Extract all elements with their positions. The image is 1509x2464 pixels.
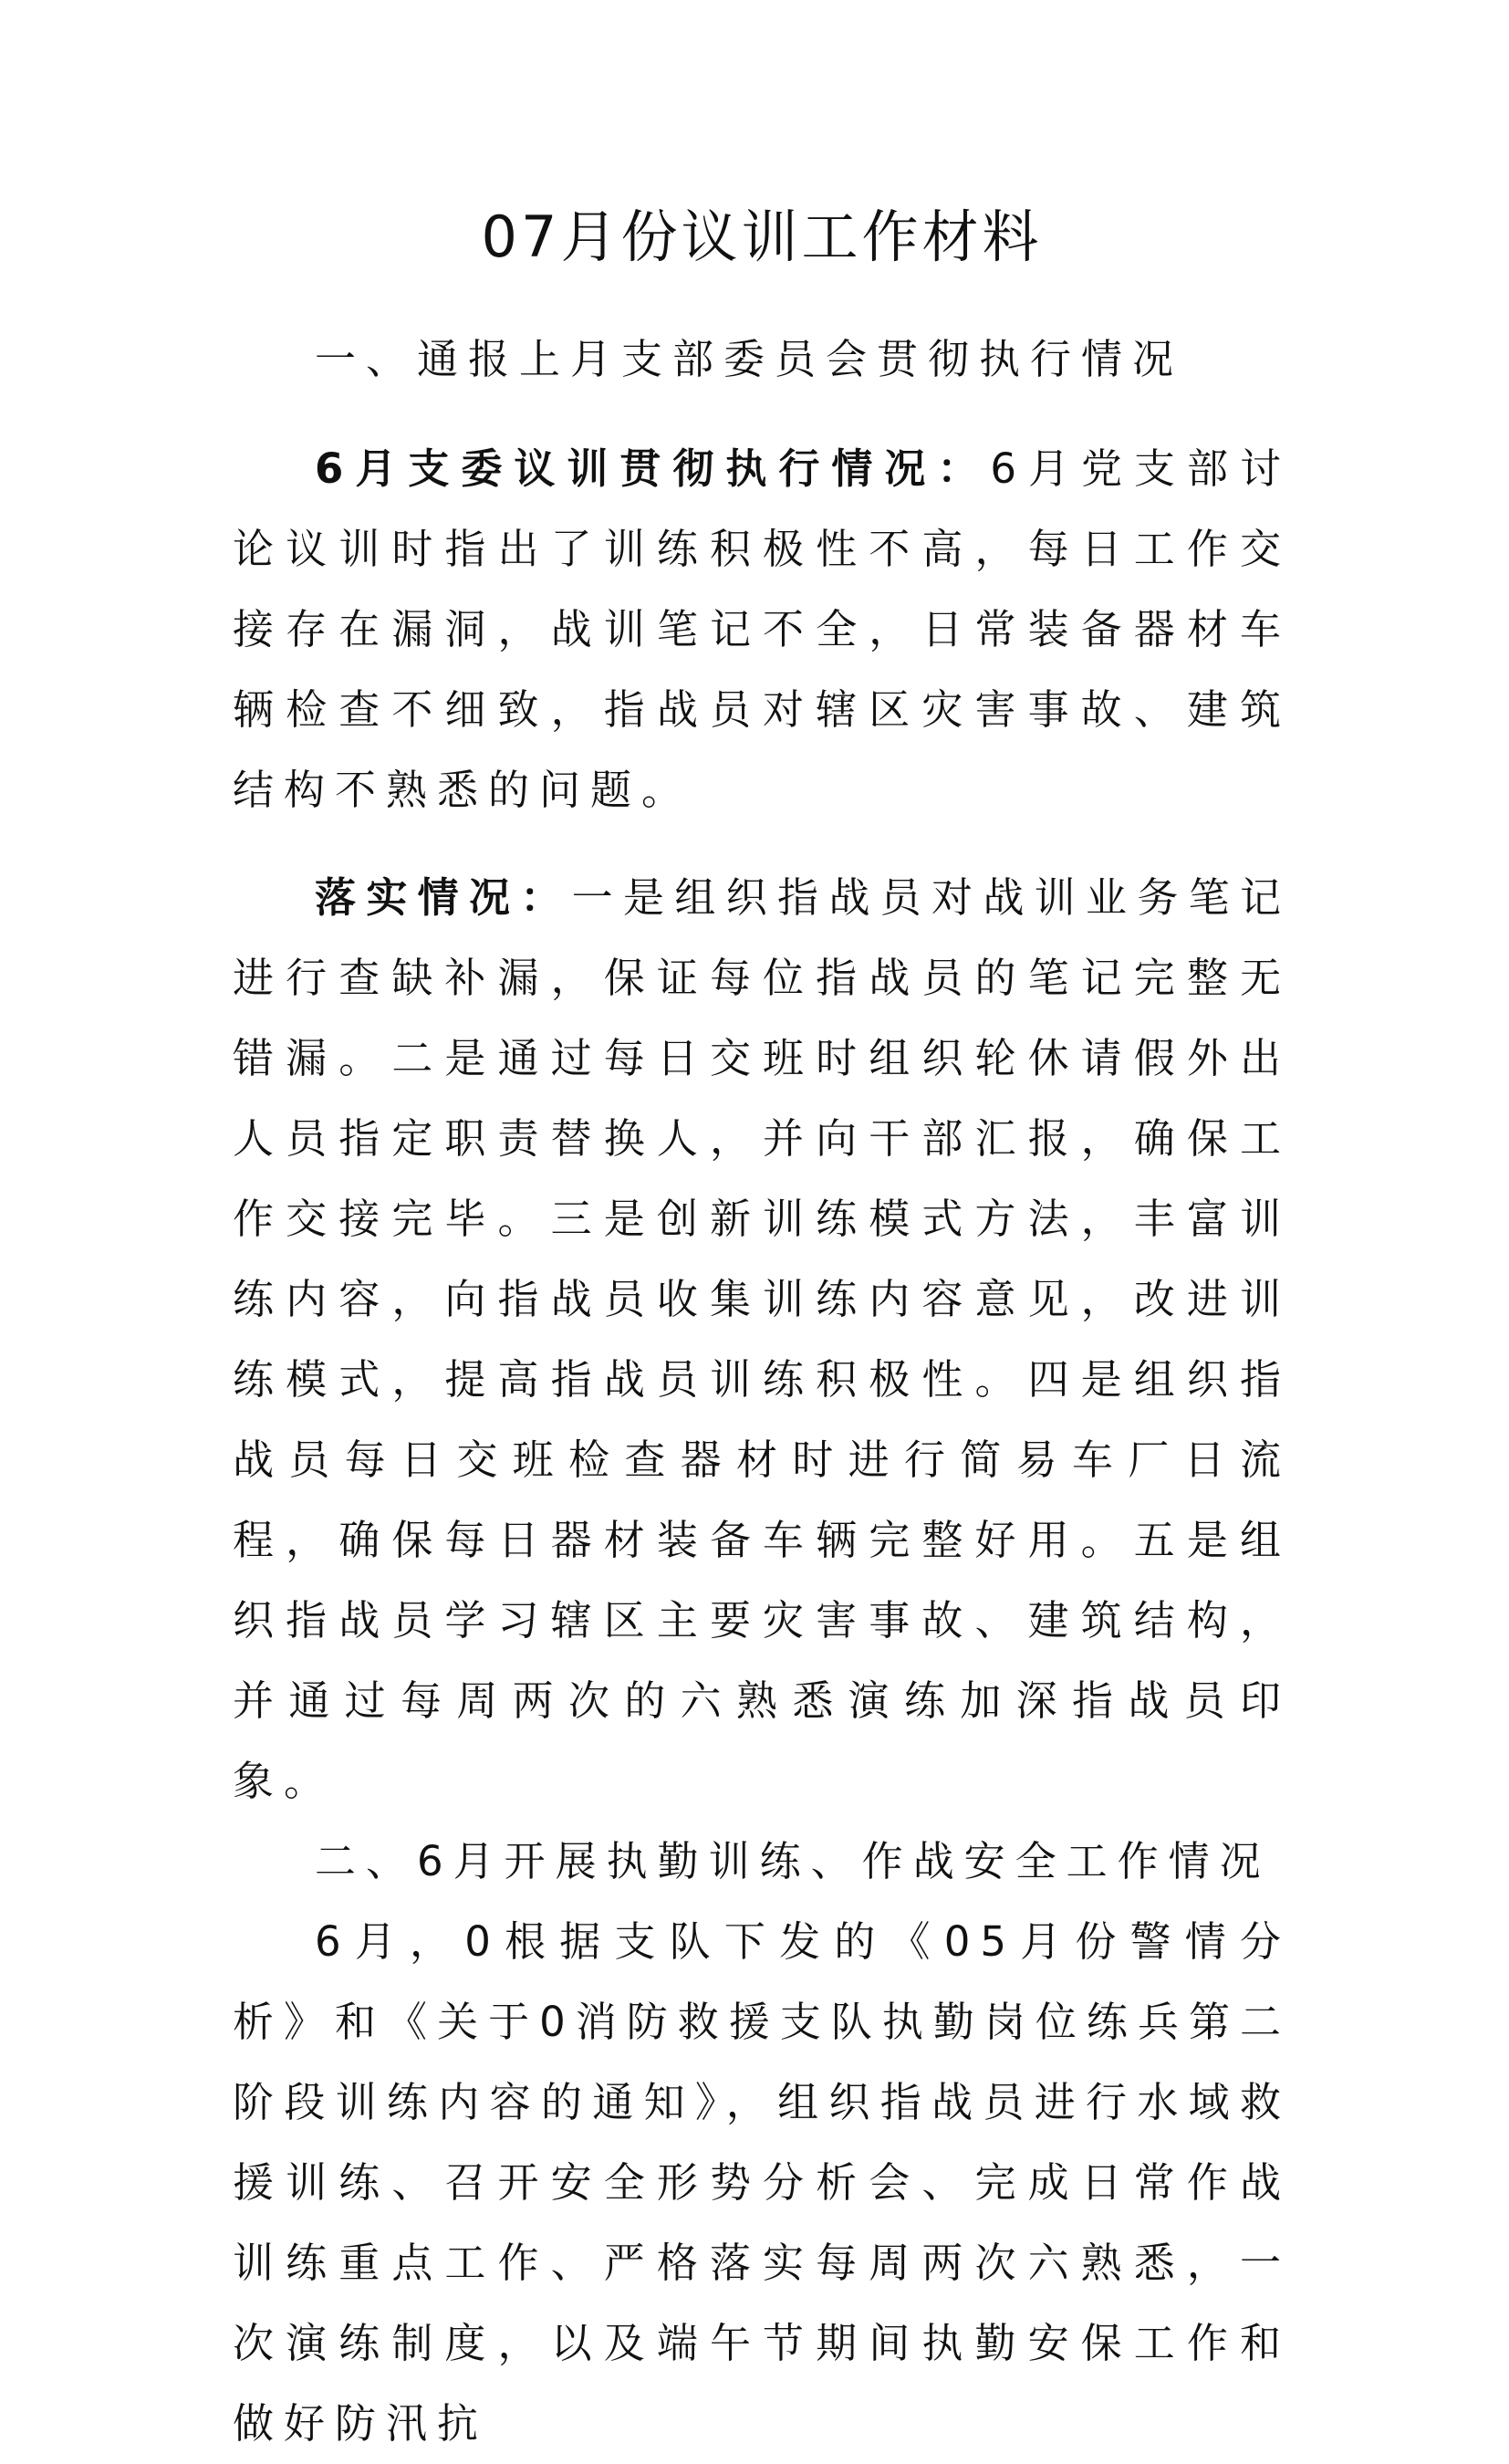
paragraph-lead: 落实情况：	[315, 873, 572, 922]
paragraph-june-work: 6月，0根据支队下发的《05月份警情分析》和《关于0消防救援支队执勤岗位练兵第二阶段训练内容的通知》，组织指战员进行水域救援训练、召开安全形势分析会、完成日常作战训练重点工作、严格落实每周两次六熟悉，一次演练制度，以及端午节期间执勤安保工作和做好防汛抗	[233, 1917, 1291, 2448]
paragraph-execution-status	[233, 429, 1291, 830]
paragraph-body: 一是组织指战员对战训业务笔记进行查缺补漏，保证每位指战员的笔记完整无错漏。二是通过每日交班时组织轮休请假外出人员指定职责替换人，并向干部汇报，确保工作交接完毕。三是创新训练模式方法，丰富训练内容，向指战员收集训练内容意见，改进训练模式，提高指战员训练积极性。四是组织指战员每日交班检查器材时进行简易车厂日流程，确保每日器材装备车辆完整好用。五是组织指战员学习辖区主要灾害事故、建筑结构，并通过每周两次的六熟悉演练加深指战员印象。	[233, 873, 1291, 1805]
section-1-heading: 一、通报上月支部委员会贯彻执行情况	[315, 335, 1184, 383]
document-page	[233, 192, 1291, 2464]
section-2-heading: 二、6月开展执勤训练、作战安全工作情况	[315, 1837, 1271, 1885]
paragraph-implementation	[233, 858, 1291, 1822]
paragraph-body: 6月党支部讨论议训时指出了训练积极性不高，每日工作交接存在漏洞，战训笔记不全，日常装备器材车辆检查不细致，指战员对辖区灾害事故、建筑结构不熟悉的问题。	[233, 444, 1292, 814]
page-title: 07月份议训工作材料	[481, 204, 1043, 270]
paragraph-lead: 6月支委议训贯彻执行情况：	[315, 444, 991, 493]
